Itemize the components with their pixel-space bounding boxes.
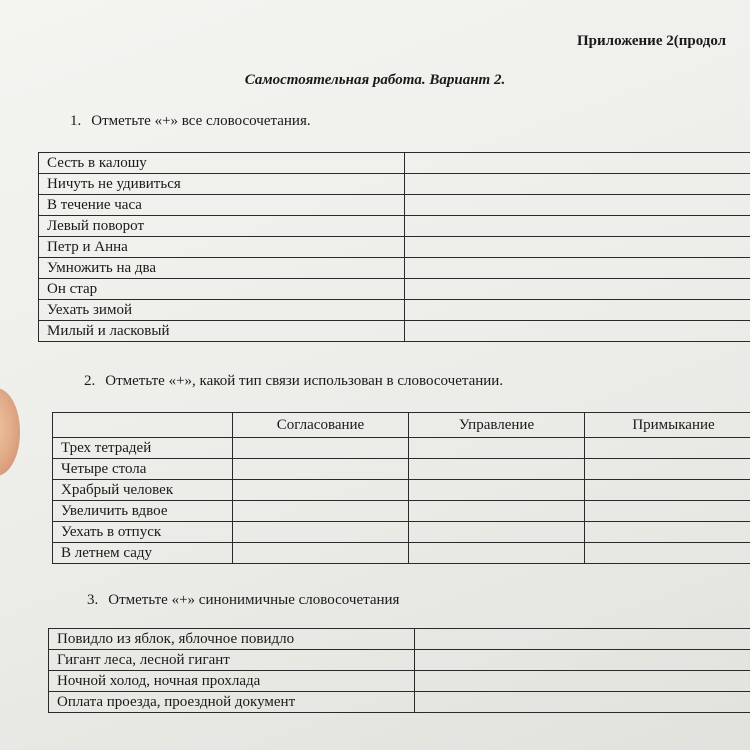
answer-cell[interactable] [585, 522, 750, 543]
phrase-cell: Повидло из яблок, яблочное повидло [49, 629, 415, 650]
table-row [39, 195, 750, 216]
table-row [53, 459, 750, 480]
phrase-cell: Уехать зимой [39, 300, 405, 321]
answer-cell[interactable] [233, 543, 409, 564]
answer-cell[interactable] [405, 195, 750, 216]
phrase-cell: Гигант леса, лесной гигант [49, 650, 415, 671]
task-2-text: Отметьте «+», какой тип связи использован в словосочетании. [105, 373, 504, 389]
phrase-cell: В течение часа [39, 195, 405, 216]
answer-cell[interactable] [233, 522, 409, 543]
table-row [39, 174, 750, 195]
table-row [49, 671, 750, 692]
header-cell-upravlenie: Управление [409, 413, 585, 438]
table-row [39, 321, 750, 342]
table-row [49, 650, 750, 671]
phrase-cell: Левый поворот [39, 216, 405, 237]
table-row [39, 216, 750, 237]
finger-photo-edge [0, 388, 20, 476]
answer-cell[interactable] [405, 153, 750, 174]
answer-cell[interactable] [409, 522, 585, 543]
answer-cell[interactable] [409, 438, 585, 459]
task-3-table [48, 628, 750, 713]
table-row [39, 258, 750, 279]
phrase-cell: Ничуть не удивиться [39, 174, 405, 195]
task-2-number: 2. [84, 373, 96, 389]
table-row [53, 480, 750, 501]
answer-cell[interactable] [415, 650, 750, 671]
table-row [53, 438, 750, 459]
answer-cell[interactable] [233, 459, 409, 480]
task-2-table [52, 412, 750, 564]
phrase-cell: Храбрый человек [53, 480, 233, 501]
phrase-cell: Ночной холод, ночная прохлада [49, 671, 415, 692]
table-row [39, 300, 750, 321]
task-3-text: Отметьте «+» синонимичные словосочетания [108, 592, 400, 608]
answer-cell[interactable] [585, 459, 750, 480]
phrase-cell: Оплата проезда, проездной документ [49, 692, 415, 713]
task-1-table [38, 152, 750, 342]
answer-cell[interactable] [585, 501, 750, 522]
header-cell-primykanie: Примыкание [585, 413, 750, 438]
task-2-table-body [53, 413, 750, 564]
table-row [49, 692, 750, 713]
table-row [39, 279, 750, 300]
answer-cell[interactable] [585, 543, 750, 564]
phrase-cell: Умножить на два [39, 258, 405, 279]
phrase-cell: Сесть в калошу [39, 153, 405, 174]
answer-cell[interactable] [405, 321, 750, 342]
phrase-cell: Трех тетрадей [53, 438, 233, 459]
answer-cell[interactable] [585, 438, 750, 459]
answer-cell[interactable] [585, 480, 750, 501]
table-row [49, 629, 750, 650]
answer-cell[interactable] [415, 671, 750, 692]
task-1-number: 1. [70, 113, 82, 129]
appendix-label: Приложение 2(продол [577, 33, 727, 49]
task-2-header-row [53, 413, 750, 438]
worksheet-title: Самостоятельная работа. Вариант 2. [244, 72, 506, 88]
answer-cell[interactable] [405, 216, 750, 237]
answer-cell[interactable] [409, 543, 585, 564]
phrase-cell: Милый и ласковый [39, 321, 405, 342]
answer-cell[interactable] [233, 501, 409, 522]
answer-cell[interactable] [409, 459, 585, 480]
task-1-table-body [39, 153, 750, 342]
answer-cell[interactable] [405, 300, 750, 321]
answer-cell[interactable] [405, 237, 750, 258]
task-1-instruction [70, 113, 311, 130]
table-row [53, 501, 750, 522]
table-row [53, 522, 750, 543]
answer-cell[interactable] [233, 438, 409, 459]
answer-cell[interactable] [405, 279, 750, 300]
phrase-cell: Он стар [39, 279, 405, 300]
table-row [39, 237, 750, 258]
task-3-number: 3. [87, 592, 99, 608]
phrase-cell: Уехать в отпуск [53, 522, 233, 543]
task-1-text: Отметьте «+» все словосочетания. [91, 113, 311, 129]
task-2-instruction [84, 373, 503, 390]
answer-cell[interactable] [415, 629, 750, 650]
phrase-cell: Увеличить вдвое [53, 501, 233, 522]
answer-cell[interactable] [405, 174, 750, 195]
phrase-cell: Петр и Анна [39, 237, 405, 258]
phrase-cell: В летнем саду [53, 543, 233, 564]
phrase-cell: Четыре стола [53, 459, 233, 480]
answer-cell[interactable] [405, 258, 750, 279]
answer-cell[interactable] [409, 501, 585, 522]
task-3-instruction [87, 592, 399, 609]
answer-cell[interactable] [409, 480, 585, 501]
answer-cell[interactable] [415, 692, 750, 713]
task-3-table-body [49, 629, 750, 713]
answer-cell[interactable] [233, 480, 409, 501]
table-row [53, 543, 750, 564]
table-row [39, 153, 750, 174]
header-cell-empty [53, 413, 233, 438]
header-cell-soglasovanie: Согласование [233, 413, 409, 438]
